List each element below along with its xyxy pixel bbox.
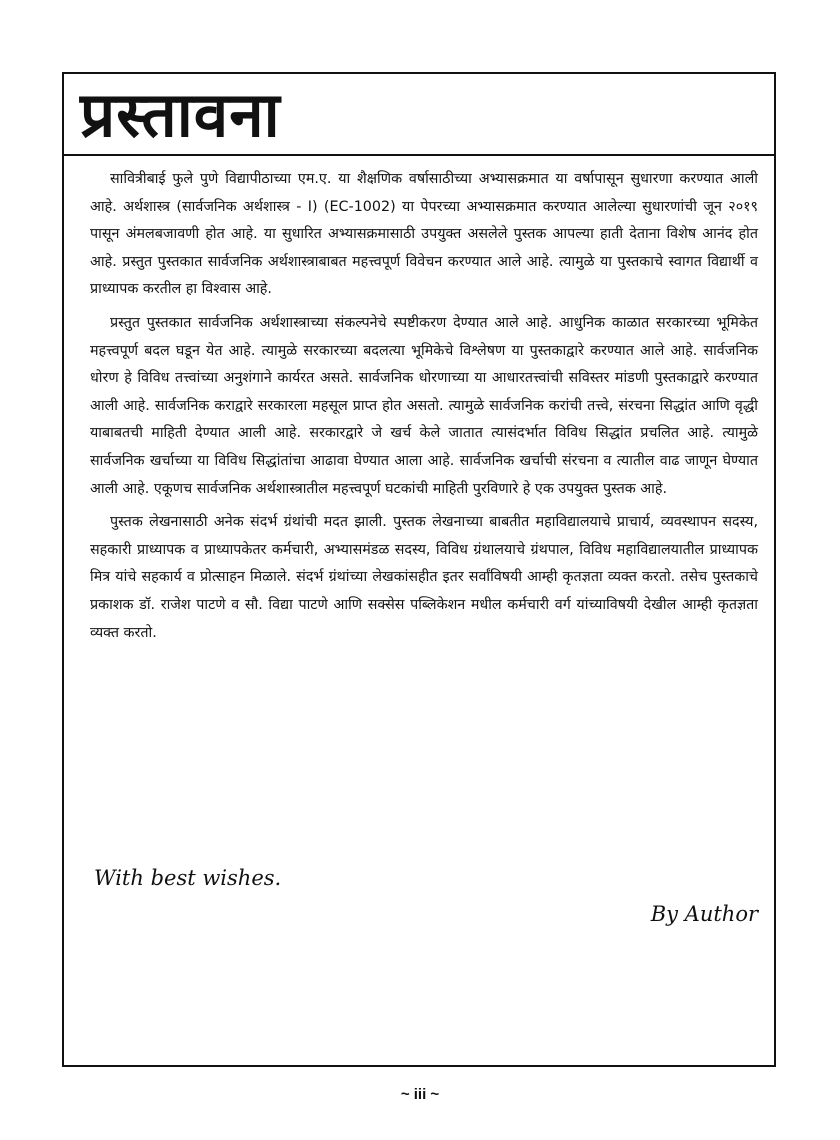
title-divider bbox=[64, 154, 774, 156]
body-text bbox=[90, 166, 758, 653]
page-title: प्रस्तावना bbox=[80, 78, 281, 151]
page-number: ~ iii ~ bbox=[400, 1086, 440, 1103]
paragraph-1: सावित्रीबाई फुले पुणे विद्यापीठाच्या एम.ए. या शैक्षणिक वर्षासाठीच्या अभ्यासक्रमात या वर्षापासून सुधारणा करण्यात आली आहे. अर्थशास्त्र (सार्वजनिक अर्थशास्त्र - I) (EC-1002) या पेपरच्या अभ्यासक्रमात करण्यात आलेल्या सुधारणांची जून २०१९ पासून अंमलबजावणी होत आहे. या सुधारित अभ्यासक्रमासाठी उपयुक्त असलेले पुस्तक आपल्या हाती देताना विशेष आनंद होत आहे. प्रस्तुत पुस्तकात सार्वजनिक अर्थशास्त्राबाबत महत्त्वपूर्ण विवेचन करण्यात आले आहे. त्यामुळे या पुस्तकाचे स्वागत विद्यार्थी व प्राध्यापक करतील हा विश्वास आहे. bbox=[90, 171, 758, 298]
paragraph-3: पुस्तक लेखनासाठी अनेक संदर्भ ग्रंथांची मदत झाली. पुस्तक लेखनाच्या बाबतीत महाविद्यालयाचे प्राचार्य, व्यवस्थापन सदस्य, सहकारी प्राध्यापक व प्राध्यापकेतर कर्मचारी, अभ्यासमंडळ सदस्य, विविध ग्रंथालयाचे ग्रंथपाल, विविध महाविद्यालयातील प्राध्यापक मित्र यांचे सहकार्य व प्रोत्साहन मिळाले. संदर्भ ग्रंथांच्या लेखकांसहीत इतर सर्वांविषयी आम्ही कृतज्ञता व्यक्त करतो. तसेच पुस्तकाचे प्रकाशक डॉ. राजेश पाटणे व सौ. विद्या पाटणे आणि सक्सेस पब्लिकेशन मधील कर्मचारी वर्ग यांच्याविषयी देखील आम्ही कृतज्ञता व्यक्त करतो. bbox=[90, 514, 758, 641]
author-signature: By Author bbox=[650, 902, 758, 926]
paragraph-2: प्रस्तुत पुस्तकात सार्वजनिक अर्थशास्त्राच्या संकल्पनेचे स्पष्टीकरण देण्यात आले आहे. आधुनिक काळात सरकारच्या भूमिकेत महत्त्वपूर्ण बदल घडून येत आहे. त्यामुळे सरकारच्या बदलत्या भूमिकेचे विश्लेषण या पुस्तकाद्वारे करण्यात आले आहे. सार्वजनिक धोरण हे विविध तत्त्वांच्या अनुशंगाने कार्यरत असते. सार्वजनिक धोरणाच्या या आधारतत्त्वांची सविस्तर मांडणी पुस्तकाद्वारे करण्यात आली आहे. सार्वजनिक कराद्वारे सरकारला महसूल प्राप्त होत असतो. त्यामुळे सार्वजनिक करांची तत्त्वे, संरचना सिद्धांत आणि वृद्धी याबाबतची माहिती देण्यात आली आहे. सरकारद्वारे जे खर्च केले जातात त्यासंदर्भात विविध सिद्धांत प्रचलित आहे. त्यामुळे सार्वजनिक खर्चाच्या या विविध सिद्धांतांचा आढावा घेण्यात आला आहे. सार्वजनिक खर्चाची संरचना व त्यातील वाढ जाणून घेण्यात आली आहे. एकूणच सार्वजनिक अर्थशास्त्रातील महत्त्वपूर्ण घटकांची माहिती पुरविणारे हे एक उपयुक्त पुस्तक आहे. bbox=[90, 314, 758, 497]
closing-wishes: With best wishes. bbox=[94, 866, 282, 890]
page-frame bbox=[62, 72, 776, 1067]
